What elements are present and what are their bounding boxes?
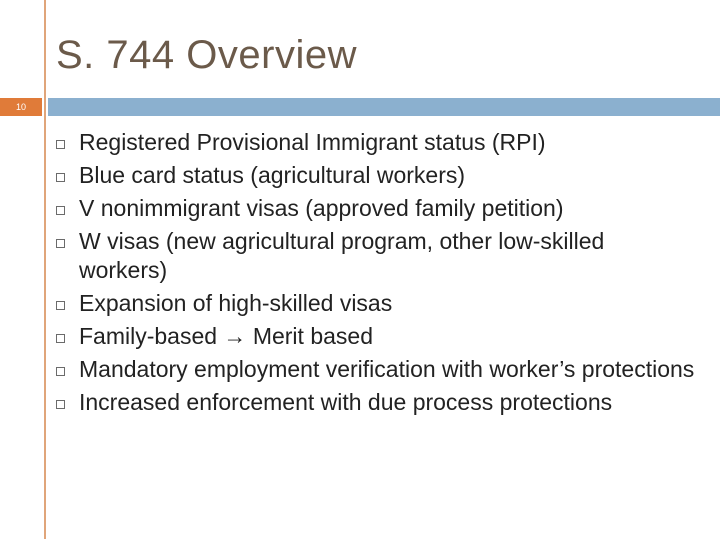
list-item [56,322,696,351]
hollow-square-icon [56,367,65,376]
bullet-text: Family-based → Merit based [79,323,373,349]
hollow-square-icon [56,400,65,409]
header-accent-bar [48,98,720,116]
list-item [56,355,696,384]
hollow-square-icon [56,239,65,248]
bullet-text: V nonimmigrant visas (approved family petition) [79,195,564,221]
hollow-square-icon [56,206,65,215]
list-item [56,289,696,318]
slide-title: S. 744 Overview [56,33,357,77]
bullet-text: W visas (new agricultural program, other low-skilled workers) [79,228,605,283]
list-item [56,128,696,157]
bullet-list [56,128,696,421]
hollow-square-icon [56,301,65,310]
list-item [56,161,696,190]
bullet-text: Registered Provisional Immigrant status (RPI) [79,129,546,155]
bullet-text: Expansion of high-skilled visas [79,290,393,316]
list-item [56,388,696,417]
bullet-text: Mandatory employment verification with worker’s protections [79,356,695,382]
hollow-square-icon [56,334,65,343]
hollow-square-icon [56,140,65,149]
bullet-text: Blue card status (agricultural workers) [79,162,466,188]
vertical-accent-line [44,0,46,539]
slide-number: 10 [0,98,42,116]
bullet-text: Increased enforcement with due process protections [79,389,613,415]
list-item [56,227,696,285]
hollow-square-icon [56,173,65,182]
list-item [56,194,696,223]
